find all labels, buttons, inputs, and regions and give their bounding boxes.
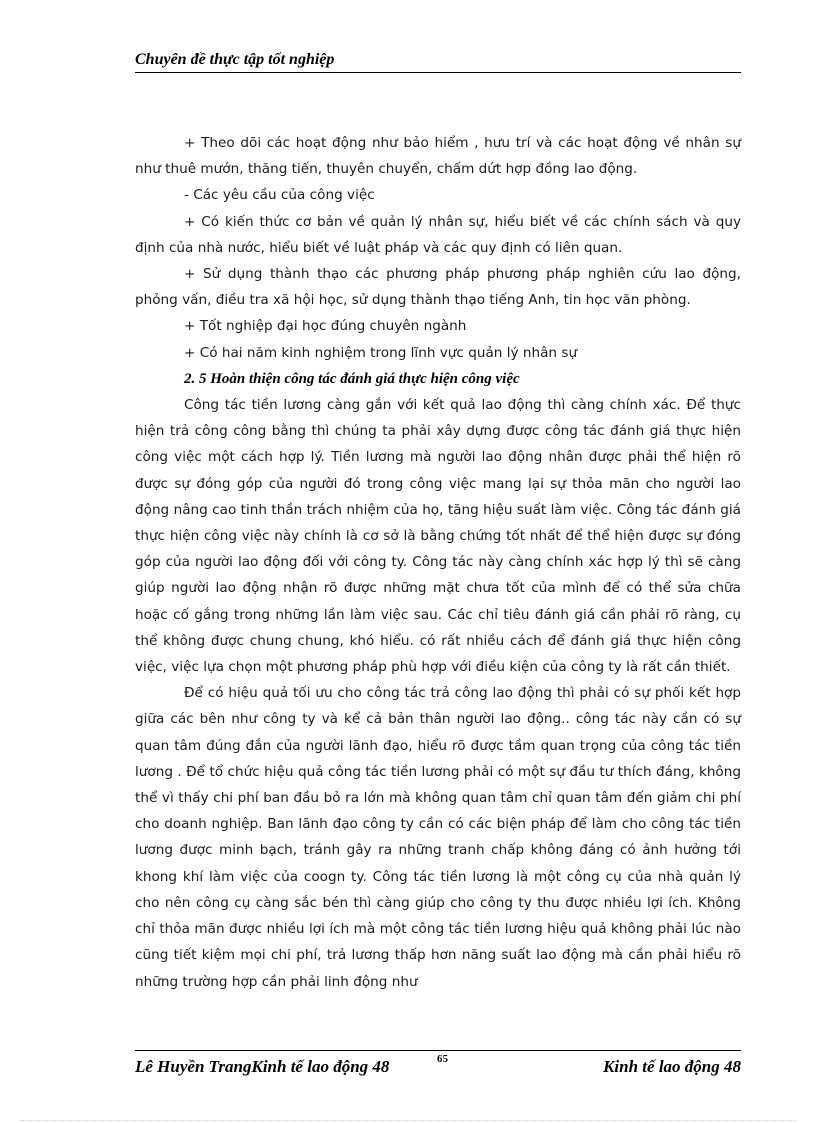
page-body <box>135 130 741 995</box>
body-paragraph: Để có hiệu quả tối ưu cho công tác trả công lao động thì phải có sự phối kết hợp giữa các bên như công ty và kể cả bản thân người lao động.. công tác này cần có sự quan tâm đúng đắn của người lãnh đạo, hiểu rõ được tầm quan trọng của công tác tiền lương . Để tổ chức hiệu quả công tác tiền lương phải có một sự đầu tư thích đáng, không thể vì thấy chi phí ban đầu bỏ ra lớn mà không quan tâm chỉ quan tâm đến giảm chi phí cho doanh nghiệp. Ban lãnh đạo công ty cần có các biện pháp để làm cho công tác tiền lương được minh bạch, tránh gây ra những tranh chấp không đáng có ảnh hưởng tới khong khí làm việc của coogn ty. Công tác tiền lương là một công cụ của nhà quản lý cho nên công cụ càng sắc bén thì càng giúp cho công ty thu được nhiều lợi ích. Không chỉ thỏa mãn được nhiều lợi ích mà một công tác tiền lương hiệu quả không phải lúc nào cũng tiết kiệm mọi chi phí, trả lương thấp hơn năng suất lao động mà cần phải hiểu rõ những trường hợp cần phải linh động như <box>135 685 741 990</box>
page-edge-divider <box>20 1120 796 1122</box>
paragraph-bullet: + Sử dụng thành thạo các phương pháp phương pháp nghiên cứu lao động, phỏng vấn, điều tra xã hội học, sử dụng thành thạo tiếng Anh, tin học văn phòng. <box>135 266 741 309</box>
page-footer <box>135 1050 741 1081</box>
paragraph-bullet: + Tốt nghiệp đại học đúng chuyên ngành <box>184 318 467 335</box>
section-heading: 2. 5 Hoàn thiện công tác đánh giá thực hiện công việc <box>184 370 520 387</box>
paragraph-bullet: + Có kiến thức cơ bản về quản lý nhân sự, hiểu biết về các chính sách và quy định của nhà nước, hiểu biết về luật pháp và các quy định có liên quan. <box>135 213 741 256</box>
paragraph-bullet: + Theo dõi các hoạt động như bảo hiểm , hưu trí và các hoạt động về nhân sự như thuê mướn, thăng tiến, thuyên chuyển, chấm dứt hợp đồng lao động. <box>135 135 741 178</box>
header-title: Chuyên đề thực tập tốt nghiệp <box>135 51 335 68</box>
paragraph-bullet: - Các yêu cầu của công việc <box>184 187 375 204</box>
body-paragraph: Công tác tiền lương càng gắn với kết quả lao động thì càng chính xác. Để thực hiện trả công công bằng thì chúng ta phải xây dựng được công tác đánh giá thực hiện công việc một cách hợp lý. Tiền lương mà người lao động nhân được phải thể hiện rõ được sự đóng góp của người đó trong công việc mang lại sự thỏa mãn cho người lao động nâng cao tinh thần trách nhiệm của họ, tăng hiệu suất làm việc. Công tác đánh giá thực hiện công việc này chính là cơ sở là bằng chứng tốt nhất để thể hiện được sự đóng góp của người lao động đối với công ty. Công tác này càng chính xác hợp lý thì sẽ càng giúp người lao động nhận rõ được những mặt chưa tốt của mình để có thể sửa chữa hoặc cố gắng trong những lần làm việc sau. Các chỉ tiêu đánh giá cần phải rõ ràng, cụ thể không được chung chung, khó hiểu. có rất nhiều cách để đánh giá thực hiện công việc, việc lựa chọn một phương pháp phù hợp với điều kiện của công ty là rất cần thiết. <box>135 397 741 676</box>
page-number: 65 <box>437 1053 448 1065</box>
footer-class: Kinh tế lao động 48 <box>603 1057 741 1076</box>
footer-author: Lê Huyền TrangKinh tế lao động 48 <box>135 1057 390 1076</box>
paragraph-bullet: + Có hai năm kinh nghiệm trong lĩnh vực quản lý nhân sự <box>184 344 578 361</box>
page-header <box>135 50 741 73</box>
